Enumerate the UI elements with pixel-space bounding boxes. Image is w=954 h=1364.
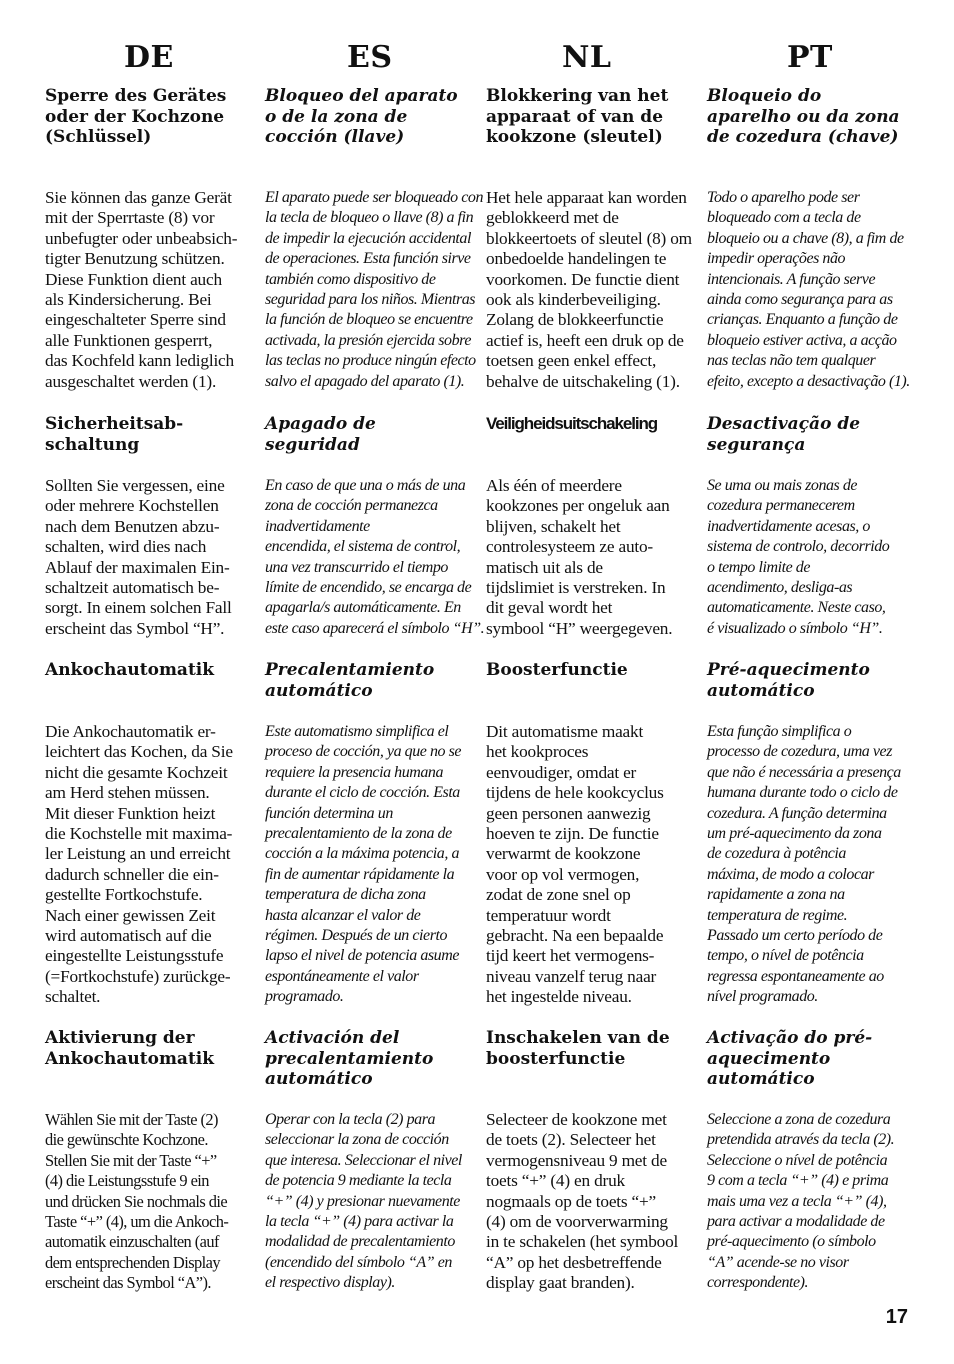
section-body: Als één of meerdere kookzones per ongeluk aan blijven, schakelt het controlesysteem ze auto- matisch uit als de tijdslimiet is verstreken. In dit geval wordt het symbool “H” weergegeven. <box>486 476 673 638</box>
section-body: Wählen Sie mit der Taste (2) die gewünschte Kochzone. Stellen Sie mit der Taste “+” (4) die Leistungsstufe 9 ein und drücken Sie nochmals die Taste “+” (4), um die Ankoch- automatik einzuschalten (auf dem entsprechenden Display erscheint das Symbol “A”). <box>45 1110 229 1293</box>
section-safety-shutoff <box>486 414 711 638</box>
section-boost-activation <box>45 1028 270 1293</box>
section-heading: Activação do pré- aquecimento automático <box>707 1028 873 1089</box>
section-body: El aparato puede ser bloqueado con la tecla de bloqueo o llave (8) a fin de impedir la ejecución accidental de operaciones. Esta función sirve también como dispositivo de seguridad para los niños. Mientras la función de bloqueo se encuentre activada, la presión ejercida sobre las teclas no produce ningún efecto salvo el apagado del aparato (1). <box>265 189 483 390</box>
section-safety-shutoff <box>707 414 932 637</box>
section-body: Sollten Sie vergessen, eine oder mehrere Kochstellen nach dem Benutzen abzu- schalten, wird dies nach Ablauf der maximalen Ein- schaltzeit automatisch be- sorgt. In einem solchen Fall erscheint das Symbol “H”. <box>45 476 232 638</box>
section-body: Se uma ou mais zonas de cozedura permanecerem inadvertidamente acesas, o sistema de controlo, decorrido o tempo limite de acendimento, desliga-as automaticamente. Neste caso, é visualizado o símbolo “H”. <box>707 477 890 637</box>
section-boost <box>707 660 932 1006</box>
section-heading: Apagado de seguridad <box>265 414 376 455</box>
section-heading: Precalentamiento automático <box>265 660 435 701</box>
section-heading: Pré-aquecimento automático <box>707 660 870 701</box>
section-body: Dit automatisme maakt het kookproces eenvoudiger, omdat er tijdens de hele kookcyclus geen personen aanwezig hoeven te zijn. De functie verwarmt de kookzone voor op vol vermogen, zodat de zone snel op temperatuur wordt gebracht. Na een bepaalde tijd keert het vermogens- niveau vanzelf terug naar het ingestelde niveau. <box>486 722 664 1007</box>
section-heading: Sperre des Gerätes oder der Kochzone (Schlüssel) <box>45 86 227 147</box>
language-header-nl: NL <box>562 40 612 75</box>
section-body: Sie können das ganze Gerät mit der Sperrtaste (8) vor unbefugter oder unbeabsich- tigter Benutzung schützen. Diese Funktion dient auch als Kindersicherung. Bei eingeschalteter Sperre sind alle Funktionen gesperrt, das Kochfeld kann lediglich ausgeschaltet werden (1). <box>45 188 238 391</box>
section-body: Todo o aparelho pode ser bloqueado com a tecla de bloqueio ou a chave (8), a fim de impedir operações não intencionais. A função serve ainda como segurança para as crianças. Enquanto a função de bloqueio estiver activa, a acção nas teclas não tem qualquer efeito, excepto a desactivação (1). <box>707 189 910 390</box>
page-number: 17 <box>885 1306 908 1328</box>
section-safety-shutoff <box>265 414 490 637</box>
section-heading: Aktivierung der Ankochautomatik <box>45 1028 215 1069</box>
section-boost-activation <box>486 1028 711 1293</box>
section-body: Die Ankochautomatik er- leichtert das Kochen, da Sie nicht die gesamte Kochzeit am Herd stehen müssen. Mit dieser Funktion heizt die Kochstelle mit maxima- ler Leistung an und erreicht dadurch schneller die ein- gestellte Fortkochstufe. Nach einer gewissen Zeit wird automatisch auf die eingestellte Leistungsstufe (=Fortkochstufe) zurückge- schaltet. <box>45 722 233 1007</box>
section-heading: Ankochautomatik <box>45 660 215 680</box>
section-boost <box>45 660 270 1007</box>
section-heading: Blokkering van het apparaat of van de kookzone (sleutel) <box>486 86 669 147</box>
section-heading: Activación del precalentamiento automático <box>265 1028 434 1089</box>
section-body: En caso de que una o más de una zona de cocción permanezca inadvertidamente encendida, el sistema de control, una vez transcurrido el tiempo límite de encendido, se encarga de apagarla/s automáticamente. En este caso aparecerá el símbolo “H”. <box>265 477 485 637</box>
section-safety-shutoff <box>45 414 270 638</box>
section-heading: Inschakelen van de boosterfunctie <box>486 1028 670 1069</box>
section-boost-activation <box>707 1028 932 1292</box>
section-heading: Veiligheidsuitschakeling <box>486 414 658 433</box>
section-body: Het hele apparaat kan worden geblokkeerd met de blokkeertoets of sleutel (8) om onbedoelde handelingen te voorkomen. De functie dient ook als kinderbeveiliging. Zolang de blokkeerfunctie actief is, heeft een druk op de toetsen geen enkel effect, behalve de uitschakeling (1). <box>486 188 692 391</box>
language-header-es: ES <box>347 40 393 75</box>
section-boost <box>486 660 711 1007</box>
section-boost <box>265 660 490 1006</box>
section-body: Esta função simplifica o processo de cozedura, uma vez que não é necessária a presença humana durante todo o ciclo de cozedura. A função determina um pré-aquecimento da zona de cozedura à potência máxima, de modo a colocar rapidamente a zona na temperatura de regime. Passado um certo período de tempo, o nível de potência regressa espontaneamente ao nível programado. <box>707 723 901 1006</box>
language-header-pt: PT <box>787 40 833 75</box>
section-boost-activation <box>265 1028 490 1292</box>
section-heading: Bloqueio do aparelho ou da zona de cozedura (chave) <box>707 86 900 147</box>
section-body: Este automatismo simplifica el proceso de cocción, ya que no se requiere la presencia humana durante el ciclo de cocción. Esta función determina un precalentamiento de la zona de cocción a la máxima potencia, a fin de aumentar rápidamente la temperatura de dicha zona hasta alcanzar el valor de régimen. Después de un cierto lapso el nivel de potencia asume espontáneamente el valor programado. <box>265 723 462 1006</box>
section-body: Seleccione a zona de cozedura pretendida através da tecla (2). Seleccione o nível de potência 9 com a tecla “+” (4) e prima mais uma vez a tecla “+” (4), para activar a modalidade de pré-aquecimento (o símbolo “A” acende-se no visor correspondente). <box>707 1111 895 1292</box>
section-lock <box>486 86 711 391</box>
language-header-de: DE <box>124 40 174 75</box>
section-body: Selecteer de kookzone met de toets (2). Selecteer het vermogensniveau 9 met de toets “+” (4) en druk nogmaals op de toets “+” (4) om de voorverwarming in te schakelen (het symbool “A” op het desbetreffende display gaat branden). <box>486 1110 679 1293</box>
section-heading: Desactivação de segurança <box>707 414 861 455</box>
section-heading: Boosterfunctie <box>486 660 628 680</box>
section-lock <box>707 86 932 390</box>
section-heading: Sicherheitsab- schaltung <box>45 414 184 455</box>
section-body: Operar con la tecla (2) para seleccionar la zona de cocción que interesa. Seleccionar el nivel de potencia 9 mediante la tecla “+” (4) y presionar nuevamente la tecla “+” (4) para activar la modalidad de precalentamiento (encendido del símbolo “A” en el respectivo display). <box>265 1111 462 1292</box>
section-lock <box>45 86 270 391</box>
section-heading: Bloqueo del aparato o de la zona de cocción (llave) <box>265 86 458 147</box>
section-lock <box>265 86 490 390</box>
